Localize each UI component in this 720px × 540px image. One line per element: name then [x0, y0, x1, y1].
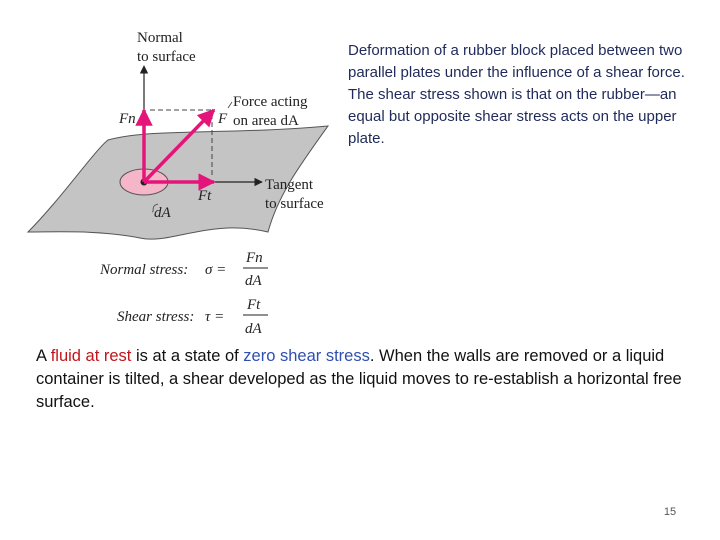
f-label: F [218, 111, 228, 127]
normal-stress-denominator: dA [245, 273, 262, 289]
force-label-line2: on area dA [233, 113, 299, 129]
force-label-line1: Force acting [233, 94, 308, 110]
zero-shear-stress-highlight: zero shear stress [243, 347, 370, 365]
page-number: 15 [663, 506, 677, 518]
fluid-at-rest-highlight: fluid at rest [50, 347, 132, 365]
normal-stress-numerator: Fn [246, 250, 263, 266]
figure-caption: Deformation of a rubber block placed between two parallel plates under the influence of a shear force. The shear stress shown is that on the rubber—an equal but opposite shear stress acts on the upper plate. [348, 42, 685, 147]
tangent-label-line1: Tangent [265, 177, 314, 193]
body-text-part1: A [36, 347, 51, 365]
force-leader-line [228, 102, 232, 108]
normal-stress-symbol: σ = [205, 262, 227, 278]
body-text-part3: . When the walls are removed or a liquid container is tilted, a shear developed as the liquid moves to re-establish a horizontal free surface. [36, 347, 682, 411]
normal-stress-label: Normal stress: [100, 262, 189, 278]
ft-label: Ft [198, 188, 212, 204]
normal-label-line1: Normal [137, 30, 183, 46]
normal-label-line2: to surface [137, 49, 196, 65]
shear-stress-label: Shear stress: [117, 309, 195, 325]
shear-stress-numerator: Ft [247, 297, 261, 313]
tangent-label-line2: to surface [265, 196, 324, 212]
shear-stress-denominator: dA [245, 321, 262, 337]
da-label: dA [154, 205, 171, 221]
body-paragraph [36, 345, 711, 414]
body-text-part2: is at a state of [131, 347, 244, 365]
shear-stress-symbol: τ = [205, 309, 225, 325]
stress-diagram [0, 0, 340, 340]
fn-label: Fn [119, 111, 136, 127]
